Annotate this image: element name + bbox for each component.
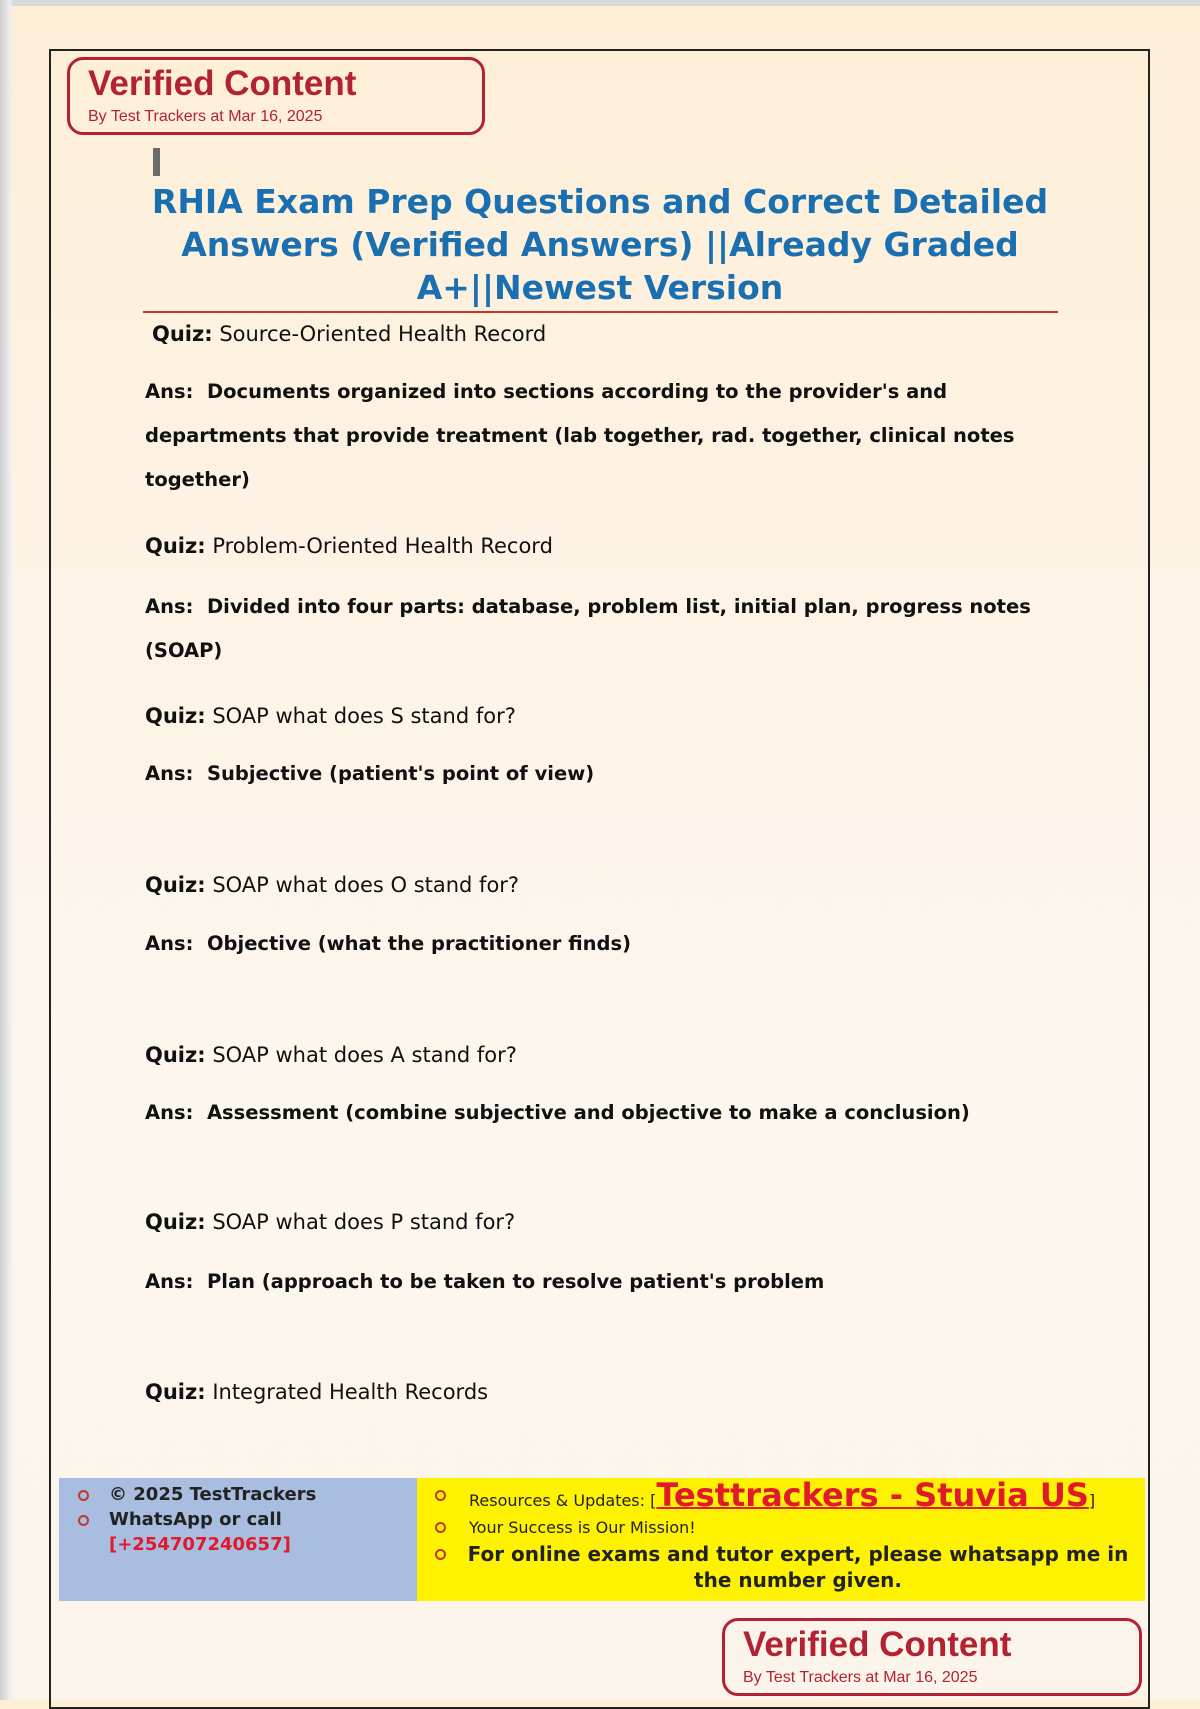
ans-label: Ans: (145, 762, 194, 785)
ans-label: Ans: (145, 1270, 194, 1293)
answer-text: Documents organized into sections according to the provider's and departments that provide treatment (lab together, rad. together, clinical notes together) (145, 380, 1015, 491)
question-text: SOAP what does S stand for? (212, 704, 516, 728)
title-underline (143, 311, 1058, 313)
store-link[interactable]: Testtrackers - Stuvia US (656, 1476, 1089, 1514)
quiz-label: Quiz: (145, 534, 206, 558)
circle-bullet-icon (435, 1549, 446, 1560)
contact-item (109, 1507, 409, 1557)
contact-label: WhatsApp or call (109, 1509, 282, 1530)
question-5 (145, 1041, 517, 1069)
question-2 (145, 532, 553, 560)
answer-2 (145, 585, 1075, 673)
answer-text: Objective (what the practitioner finds) (206, 932, 632, 955)
ans-label: Ans: (145, 380, 194, 403)
copyright-item (109, 1482, 409, 1507)
contact-list (109, 1482, 409, 1557)
answer-text: Subjective (patient's point of view) (206, 762, 595, 785)
stamp-subtitle: By Test Trackers at Mar 16, 2025 (88, 108, 323, 125)
question-3 (145, 702, 516, 730)
resources-close: ] (1088, 1491, 1096, 1510)
phone-number[interactable]: [+254707240657] (109, 1534, 291, 1555)
answer-text: Plan (approach to be taken to resolve patient's problem (206, 1270, 825, 1293)
answer-text: Assessment (combine subjective and objective to make a conclusion) (206, 1101, 970, 1124)
quiz-label: Quiz: (145, 1380, 206, 1404)
left-edge-shadow (0, 0, 14, 1700)
question-text: Source-Oriented Health Record (219, 322, 547, 346)
footer-contact-panel (59, 1478, 417, 1601)
mission-item (469, 1514, 1137, 1541)
ans-label: Ans: (145, 1101, 194, 1124)
ans-label: Ans: (145, 932, 194, 955)
question-4 (145, 871, 519, 899)
resources-item (469, 1476, 1137, 1514)
answer-text: Divided into four parts: database, problem list, initial plan, progress notes (SOAP) (145, 595, 1031, 662)
tutor-item (459, 1541, 1137, 1593)
text-cursor (153, 148, 160, 176)
verified-stamp-bottom (722, 1618, 1142, 1696)
quiz-label: Quiz: (145, 1043, 206, 1067)
answer-6 (145, 1260, 1075, 1304)
tutor-note: For online exams and tutor expert, please whatsapp me in the number given. (467, 1542, 1129, 1592)
verified-stamp-top (67, 57, 485, 135)
answer-5 (145, 1091, 1075, 1135)
question-text: SOAP what does A stand for? (212, 1043, 517, 1067)
mission-text: Your Success is Our Mission! (469, 1518, 696, 1537)
stamp-title: Verified Content (88, 64, 357, 103)
question-6 (145, 1208, 515, 1236)
question-7 (145, 1378, 488, 1406)
question-text: SOAP what does P stand for? (212, 1210, 516, 1234)
resources-label: Resources & Updates: [ (469, 1491, 657, 1510)
quiz-label: Quiz: (152, 322, 213, 346)
circle-bullet-icon (78, 1490, 89, 1501)
quiz-label: Quiz: (145, 704, 206, 728)
quiz-label: Quiz: (145, 873, 206, 897)
circle-bullet-icon (78, 1515, 89, 1526)
answer-3 (145, 752, 1075, 796)
ans-label: Ans: (145, 595, 194, 618)
question-text: Problem-Oriented Health Record (212, 534, 553, 558)
answer-4 (145, 922, 1075, 966)
answer-1 (145, 370, 1075, 502)
question-text: SOAP what does O stand for? (212, 873, 520, 897)
stamp-title: Verified Content (743, 1625, 1012, 1664)
question-1 (152, 320, 546, 348)
copyright-text: © 2025 TestTrackers (109, 1484, 317, 1505)
document-title: RHIA Exam Prep Questions and Correct Detailed Answers (Verified Answers) ||Already Graded A+||Newest Version (151, 182, 1049, 307)
stamp-subtitle: By Test Trackers at Mar 16, 2025 (743, 1669, 978, 1686)
resources-list (467, 1476, 1137, 1593)
quiz-label: Quiz: (145, 1210, 206, 1234)
question-text: Integrated Health Records (212, 1380, 489, 1404)
footer-resources-panel (417, 1478, 1145, 1601)
circle-bullet-icon (435, 1490, 446, 1501)
circle-bullet-icon (435, 1522, 446, 1533)
top-edge (0, 0, 1200, 6)
